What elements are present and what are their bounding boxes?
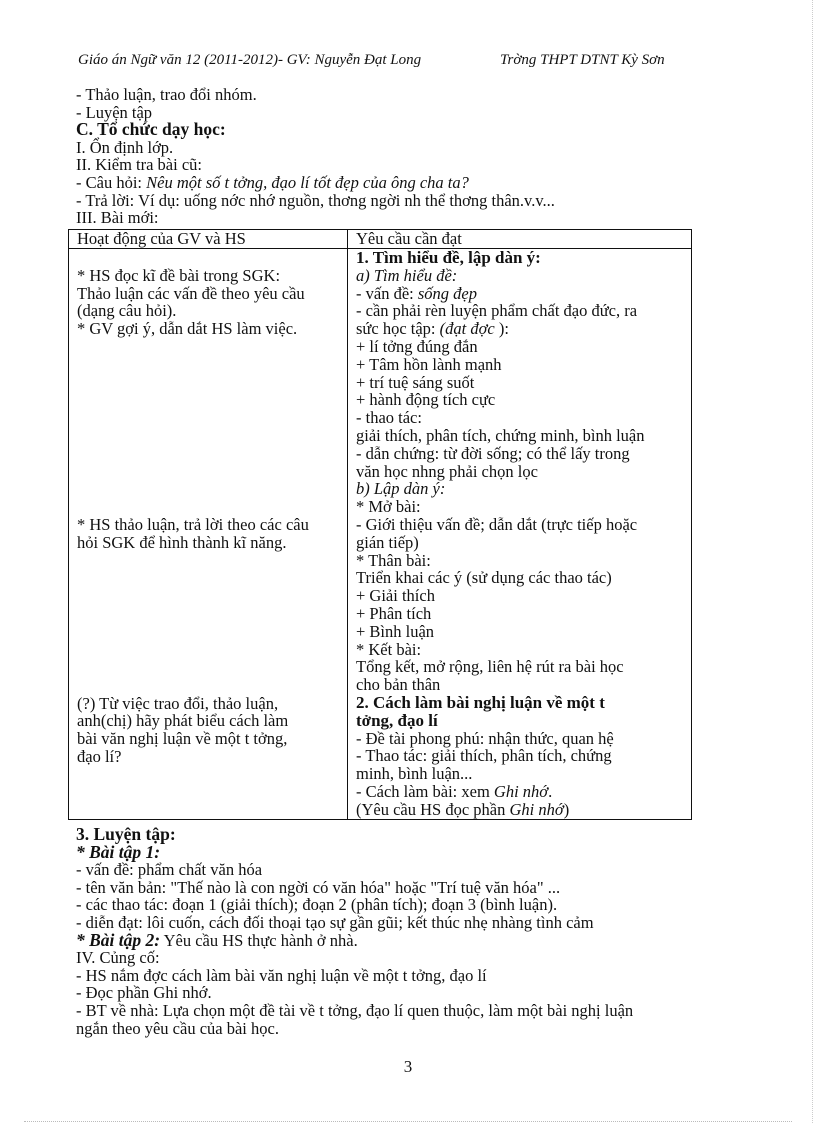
page-number: 3 xyxy=(403,1057,413,1076)
step-3: III. Bài mới: xyxy=(76,208,159,228)
req-text: (Yêu cầu HS đọc phần xyxy=(356,799,510,819)
requirement-line: gián tiếp) xyxy=(356,532,419,552)
requirement-line: cho bản thân xyxy=(356,675,441,695)
requirement-line xyxy=(356,285,691,303)
req-text: sức học tập: xyxy=(356,319,440,339)
practice-line: ngắn theo yêu cầu của bài học. xyxy=(76,1018,279,1038)
subsection-heading-2: 2. Cách làm bài nghị luận về một t xyxy=(356,692,605,712)
answer-line: - Trả lời: Ví dụ: uống nớc nhớ nguồn, thơng ngời nh thể thơng thân.v.v... xyxy=(76,190,555,210)
subsection-heading-1: 1. Tìm hiểu đề, lập dàn ý: xyxy=(356,248,541,267)
req-text: - Cách làm bài: xem xyxy=(356,781,494,801)
exercise-2-text: Yêu cầu HS thực hành ở nhà. xyxy=(160,930,358,950)
practice-line: - tên văn bản: "Thế nào là con ngời có văn hóa" hoặc "Trí tuệ văn hóa" ... xyxy=(76,877,561,897)
section-c-heading: C. Tổ chức dạy học: xyxy=(76,119,226,140)
requirement-line: - Đề tài phong phú: nhận thức, quan hệ xyxy=(356,728,614,748)
requirement-line: - thao tác: xyxy=(356,408,422,428)
requirement-line: văn học nhng phải chọn lọc xyxy=(356,461,538,481)
requirement-line xyxy=(356,783,691,801)
activity-line: hỏi SGK để hình thành kĩ năng. xyxy=(77,532,287,552)
exercise-2-heading: * Bài tập 2: xyxy=(76,929,161,950)
requirement-line: + lí tởng đúng đắn xyxy=(356,336,478,356)
activity-line: (dạng câu hỏi). xyxy=(77,301,177,321)
subsection-heading-2-cont: tởng, đạo lí xyxy=(356,710,438,730)
requirement-line: - Thao tác: giải thích, phân tích, chứng xyxy=(356,746,612,766)
activity-line: bài văn nghị luận về một t tởng, xyxy=(77,729,288,749)
page-bottom-border xyxy=(24,1121,792,1122)
table-body-row xyxy=(69,249,692,820)
col-header-requirements: Yêu cầu cần đạt xyxy=(348,230,692,249)
intro-line: - Luyện tập xyxy=(76,102,153,122)
req-text: - vấn đề: xyxy=(356,283,418,303)
practice-line: - vấn đề: phẩm chất văn hóa xyxy=(76,860,263,880)
practice-line: - Đọc phần Ghi nhớ. xyxy=(76,983,212,1003)
requirement-line: - cần phải rèn luyện phẩm chất đạo đức, ra xyxy=(356,301,638,321)
req-italic: sống đẹp xyxy=(417,283,477,303)
requirement-line: + Bình luận xyxy=(356,621,435,641)
activity-cell xyxy=(69,249,348,820)
req-text: ) xyxy=(563,799,570,819)
requirement-line: + trí tuệ sáng suốt xyxy=(356,372,475,392)
question-line xyxy=(76,174,555,192)
requirement-line: * Thân bài: xyxy=(356,550,431,570)
practice-line: - các thao tác: đoạn 1 (giải thích); đoạn 2 (phân tích); đoạn 3 (bình luận). xyxy=(76,895,558,915)
step-1: I. Ổn định lớp. xyxy=(76,137,174,157)
requirement-line: Triển khai các ý (sử dụng các thao tác) xyxy=(356,568,612,588)
activity-line: anh(chị) hãy phát biểu cách làm xyxy=(77,711,289,731)
practice-line: - diễn đạt: lôi cuốn, cách đối thoại tạo sự gần gũi; kết thúc nhẹ nhàng tình cảm xyxy=(76,912,594,932)
step-2: II. Kiểm tra bài cũ: xyxy=(76,155,202,175)
practice-heading: 3. Luyện tập: xyxy=(76,824,176,844)
req-text: ): xyxy=(494,319,509,339)
subsection-a-title: a) Tìm hiểu đề: xyxy=(356,265,458,285)
page-right-border xyxy=(812,0,813,1123)
activity-line: * HS đọc kĩ đề bài trong SGK: xyxy=(77,265,281,285)
activity-line: Thảo luận các vấn đề theo yêu cầu xyxy=(77,283,305,303)
activity-line: * HS thảo luận, trả lời theo các câu xyxy=(77,514,309,534)
requirement-line: minh, bình luận... xyxy=(356,764,473,784)
practice-line: - HS nắm đợc cách làm bài văn nghị luận về một t tởng, đạo lí xyxy=(76,965,487,985)
req-italic: Ghi nhớ xyxy=(509,799,564,819)
requirement-line: * Mở bài: xyxy=(356,497,421,517)
requirement-line: - Giới thiệu vấn đề; dẫn dắt (trực tiếp hoặc xyxy=(356,514,638,534)
table-header-row xyxy=(69,230,692,249)
question-text: Nêu một số t tởng, đạo lí tốt đẹp của ông cha ta? xyxy=(146,172,469,192)
exercise-2-line xyxy=(76,929,633,950)
exercise-1-heading: * Bài tập 1: xyxy=(76,841,161,862)
col-header-activity: Hoạt động của GV và HS xyxy=(69,230,348,249)
requirement-line xyxy=(356,320,691,338)
requirement-line: giải thích, phân tích, chứng minh, bình luận xyxy=(356,425,645,445)
requirement-line: + Giải thích xyxy=(356,586,435,606)
req-text: . xyxy=(548,781,553,801)
requirement-line: * Kết bài: xyxy=(356,639,422,659)
activity-line: * GV gợi ý, dẫn dắt HS làm việc. xyxy=(77,319,298,339)
activity-line: đạo lí? xyxy=(77,746,122,766)
requirements-cell xyxy=(348,249,692,820)
consolidation-heading: IV. Củng cố: xyxy=(76,948,160,968)
requirement-line: Tổng kết, mở rộng, liên hệ rút ra bài học xyxy=(356,657,624,677)
practice-line: - BT về nhà: Lựa chọn một đề tài về t tởng, đạo lí quen thuộc, làm một bài nghị luận xyxy=(76,1000,634,1020)
activity-line: (?) Từ việc trao đổi, thảo luận, xyxy=(77,693,279,713)
intro-line: - Thảo luận, trao đổi nhóm. xyxy=(76,85,257,104)
requirement-line: - dẫn chứng: từ đời sống; có thể lấy trong xyxy=(356,443,630,463)
requirement-line xyxy=(356,801,691,819)
req-italic: Ghi nhớ xyxy=(493,781,549,801)
practice-section xyxy=(76,826,633,1037)
req-italic: (đạt đợc xyxy=(439,319,495,339)
requirement-line: + hành động tích cực xyxy=(356,390,496,410)
header-right: Trờng THPT DTNT Kỳ Sơn xyxy=(500,52,665,68)
intro-section xyxy=(76,86,555,227)
lesson-table xyxy=(68,229,692,820)
subsection-b-title: b) Lập dàn ý: xyxy=(356,479,446,499)
requirement-line: + Tâm hồn lành mạnh xyxy=(356,354,502,374)
requirement-line: + Phân tích xyxy=(356,603,432,623)
header-left: Giáo án Ngữ văn 12 (2011-2012)- GV: Nguyễn Đạt Long xyxy=(78,52,422,68)
question-prefix: - Câu hỏi: xyxy=(76,172,147,192)
